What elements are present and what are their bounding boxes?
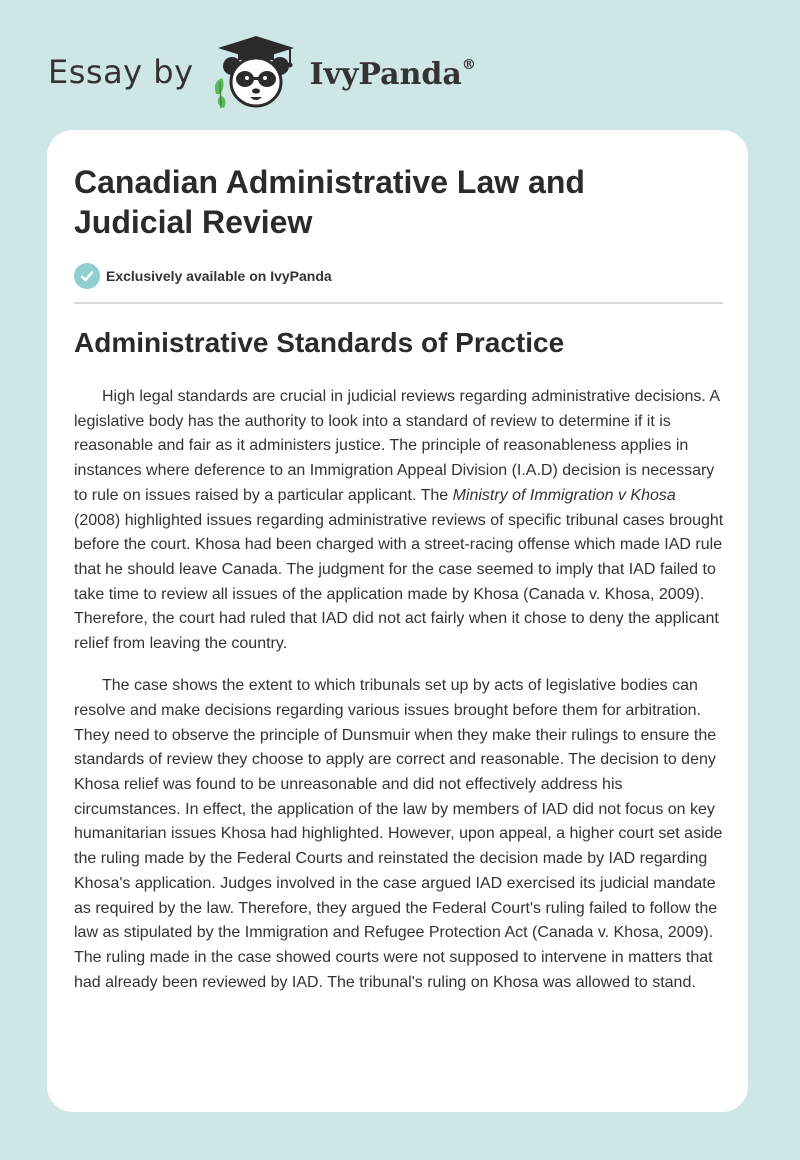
panda-graduate-logo-icon[interactable] [210, 34, 302, 110]
page-title: Canadian Administrative Law and Judicial Review [74, 164, 585, 240]
paragraph-1: High legal standards are crucial in judicial reviews regarding administrative decisions. A legislative body has the authority to look into a standard of review to determine if it is reasonable and fair as it administers justice. The principle of reasonableness applies in instances where deference to an Immigration Appeal Division (I.A.D) decision is necessary to rule on issues raised by a particular applicant. The Ministry of Immigration v Khosa (2008) highlighted issues regarding administrative reviews of specific tribunal cases brought before the court. Khosa had been charged with a street-racing offense which made IAD rule that he should leave Canada. The judgment for the case seemed to imply that IAD failed to take time to review all issues of the application made by Khosa (Canada v. Khosa, 2009). Therefore, the court had ruled that IAD did not act fairly when it chose to deny the applicant relief from leaving the country. [74, 388, 724, 653]
essay-card [47, 130, 748, 1112]
check-icon [74, 263, 100, 289]
brand-name[interactable]: IvyPanda® [309, 56, 476, 92]
paragraph-2: The case shows the extent to which tribunals set up by acts of legislative bodies can resolve and make decisions regarding various issues brought before them for arbitration. They need to observe the principle of Dunsmuir when they make their rulings to ensure the standards of review they choose to apply are correct and reasonable. The decision to deny Khosa relief was found to be unreasonable and did not effectively address his circumstances. In effect, the application of the law by members of IAD did not focus on key humanitarian issues Khosa had highlighted. However, upon appeal, a higher court set aside the ruling made by the Federal Courts and reinstated the decision made by IAD regarding Khosa's application. Judges involved in the case argued IAD exercised its judicial mandate as required by the law. Therefore, they argued the Federal Court's ruling failed to follow the law as stipulated by the Immigration and Refugee Protection Act (Canada v. Khosa, 2009). The ruling made in the case showed courts were not supposed to intervene in matters that had already been reviewed by IAD. The tribunal's ruling on Khosa was allowed to stand. [74, 677, 723, 991]
section-title: Administrative Standards of Practice [74, 327, 565, 358]
case-citation: Ministry of Immigration v Khosa [452, 486, 676, 504]
essay-by-label: Essay by [48, 53, 194, 91]
badge-text: Exclusively available on IvyPanda [106, 268, 332, 284]
essay-body [74, 385, 724, 1013]
divider [74, 302, 723, 304]
exclusive-badge [74, 263, 332, 289]
registered-mark: ® [461, 56, 476, 73]
site-header [48, 34, 476, 110]
